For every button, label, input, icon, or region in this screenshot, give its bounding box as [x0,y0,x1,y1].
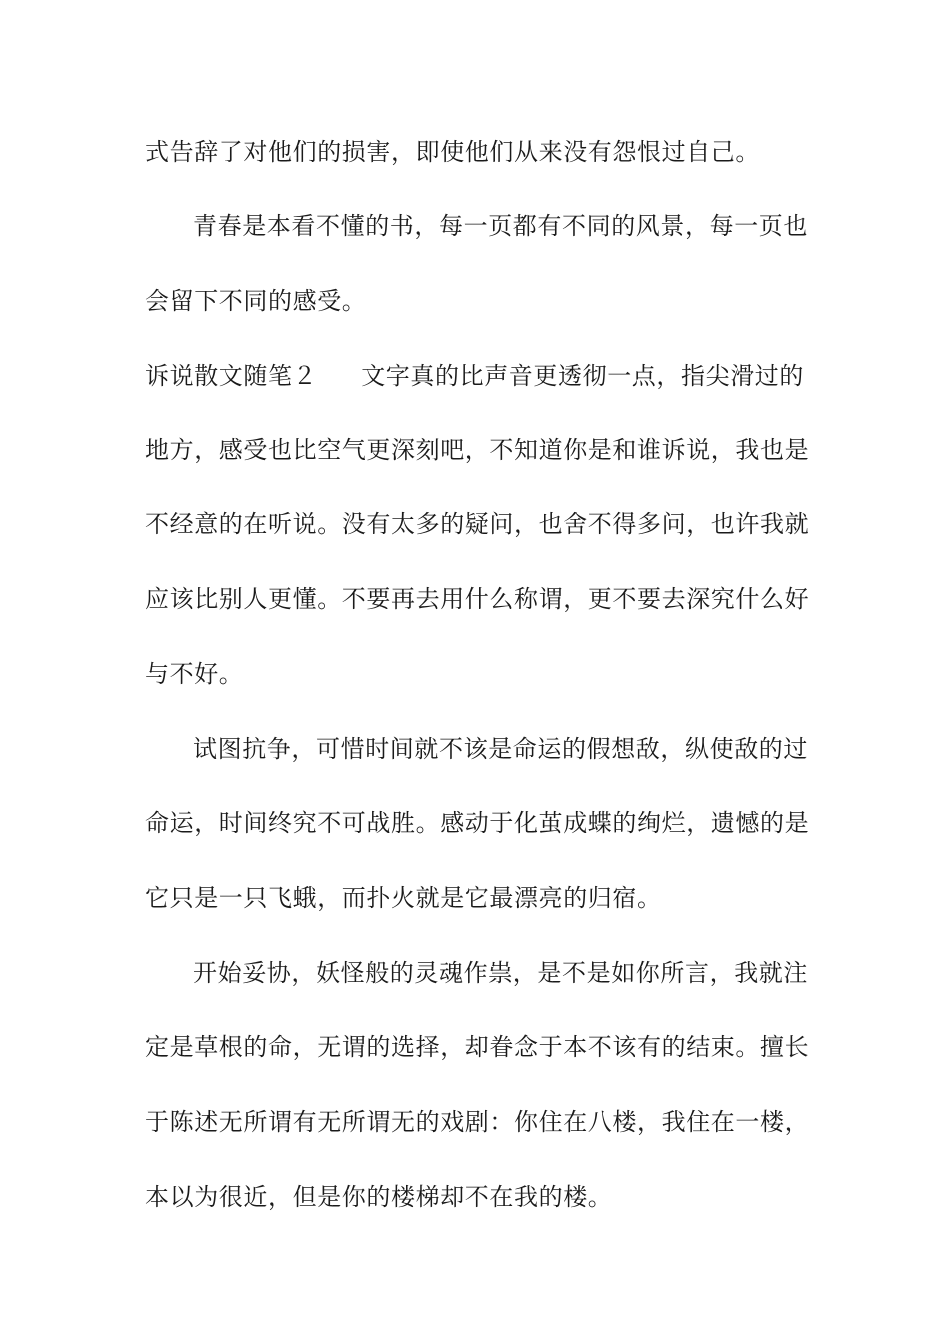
text-line: 与不好。 [145,660,244,688]
section-title: 诉说散文随笔２ [145,362,318,390]
text-line: 定是草根的命，无谓的选择，却眷念于本不该有的结束。擅长 [145,1033,810,1061]
text-line: 于陈述无所谓有无所谓无的戏剧：你住在八楼，我住在一楼， [145,1108,810,1136]
text-line: 命运，时间终究不可战胜。感动于化茧成蝶的绚烂，遗憾的是 [145,809,810,837]
text-line: 试图抗争，可惜时间就不该是命运的假想敌，纵使敌的过 [193,735,808,763]
text-line: 本以为很近，但是你的楼梯却不在我的楼。 [145,1183,613,1211]
text-line: 它只是一只飞蛾，而扑火就是它最漂亮的归宿。 [145,884,662,912]
text-line: 不经意的在听说。没有太多的疑问，也舍不得多问，也许我就 [145,510,810,538]
text-line: 青春是本看不懂的书，每一页都有不同的风景，每一页也 [193,212,808,240]
text-line: 开始妥协，妖怪般的灵魂作祟，是不是如你所言，我就注 [193,959,808,987]
text-line: 地方，感受也比空气更深刻吧，不知道你是和谁诉说，我也是 [145,436,810,464]
text-line: 会留下不同的感受。 [145,287,367,315]
section-heading-line [145,360,804,392]
text-line: 文字真的比声音更透彻一点，指尖滑过的 [361,362,805,390]
text-line: 应该比别人更懂。不要再去用什么称谓，更不要去深究什么好 [145,585,810,613]
text-line: 式告辞了对他们的损害，即使他们从来没有怨恨过自己。 [145,138,760,166]
